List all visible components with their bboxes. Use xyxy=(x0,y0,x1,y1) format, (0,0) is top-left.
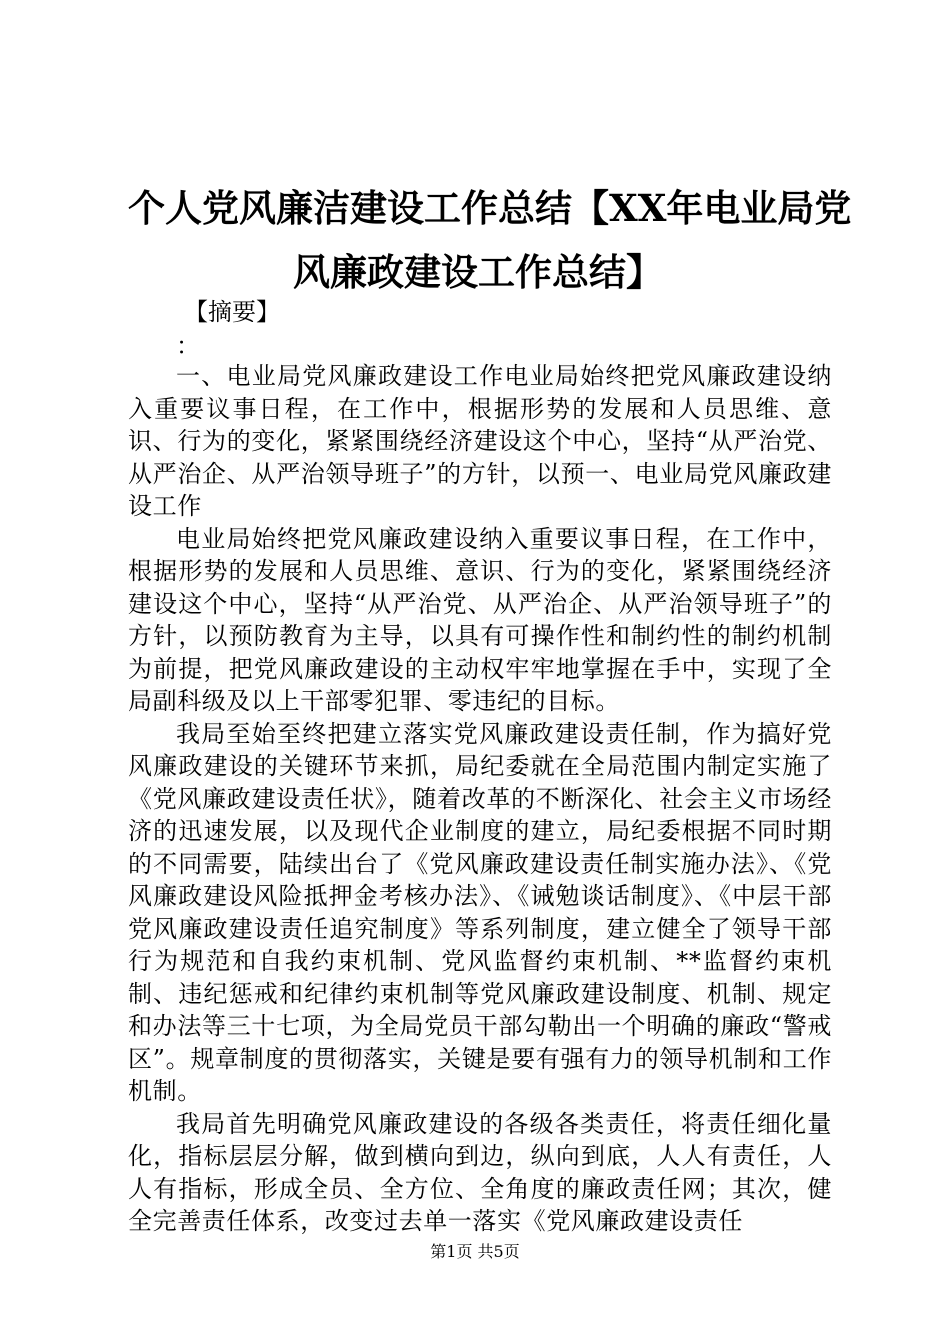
paragraph-2: 电业局始终把党风廉政建设纳入重要议事日程，在工作中，根据形势的发展和人员思维、意识、行为的变化，紧紧围绕经济建设这个中心，坚持“从严治党、从严治企、从严治领导班子”的方针，以预防教育为主导，以具有可操作性和制约性的制约机制为前提，把党风廉政建设的主动权牢牢地掌握在手中，实现了全局副科级及以上干部零犯罪、零违纪的目标。 xyxy=(128,524,832,715)
document-title-line-2: 风廉政建设工作总结】 xyxy=(293,250,663,294)
page-footer: 第1页 共5页 xyxy=(430,1242,520,1261)
abstract-label: 【摘要】 xyxy=(184,298,280,326)
abstract-colon: ： xyxy=(176,332,200,360)
paragraph-1: 一、电业局党风廉政建设工作电业局始终把党风廉政建设纳入重要议事日程，在工作中，根据形势的发展和人员思维、意识、行为的变化，紧紧围绕经济建设这个中心，坚持“从严治党、从严治企、从严治领导班子”的方针，以预一、电业局党风廉政建设工作 xyxy=(128,362,832,520)
document-title-line-1: 个人党风廉洁建设工作总结【XX年电业局党 xyxy=(128,186,852,230)
document-title xyxy=(128,176,852,304)
document-body xyxy=(128,360,832,1238)
paragraph-4: 我局首先明确党风廉政建设的各级各类责任，将责任细化量化，指标层层分解，做到横向到边，纵向到底，人人有责任，人人有指标，形成全员、全方位、全角度的廉政责任网；其次，健全完善责任体系，改变过去单一落实《党风廉政建设责任 xyxy=(128,1109,832,1235)
paragraph-3: 我局至始至终把建立落实党风廉政建设责任制，作为搞好党风廉政建设的关键环节来抓，局纪委就在全局范围内制定实施了《党风廉政建设责任状》，随着改革的不断深化、社会主义市场经济的迅速发展，以及现代企业制度的建立，局纪委根据不同时期的不同需要，陆续出台了《党风廉政建设责任制实施办法》、《党风廉政建设风险抵押金考核办法》、《诫勉谈话制度》、《中层干部党风廉政建设责任追究制度》等系列制度，建立健全了领导干部行为规范和自我约束机制、党风监督约束机制、**监督约束机制、违纪惩戒和纪律约束机制等党风廉政建设制度、机制、规定和办法等三十七项，为全局党员干部勾勒出一个明确的廉政“警戒区”。规章制度的贯彻落实，关键是要有强有力的领导机制和工作机制。 xyxy=(128,719,832,1105)
